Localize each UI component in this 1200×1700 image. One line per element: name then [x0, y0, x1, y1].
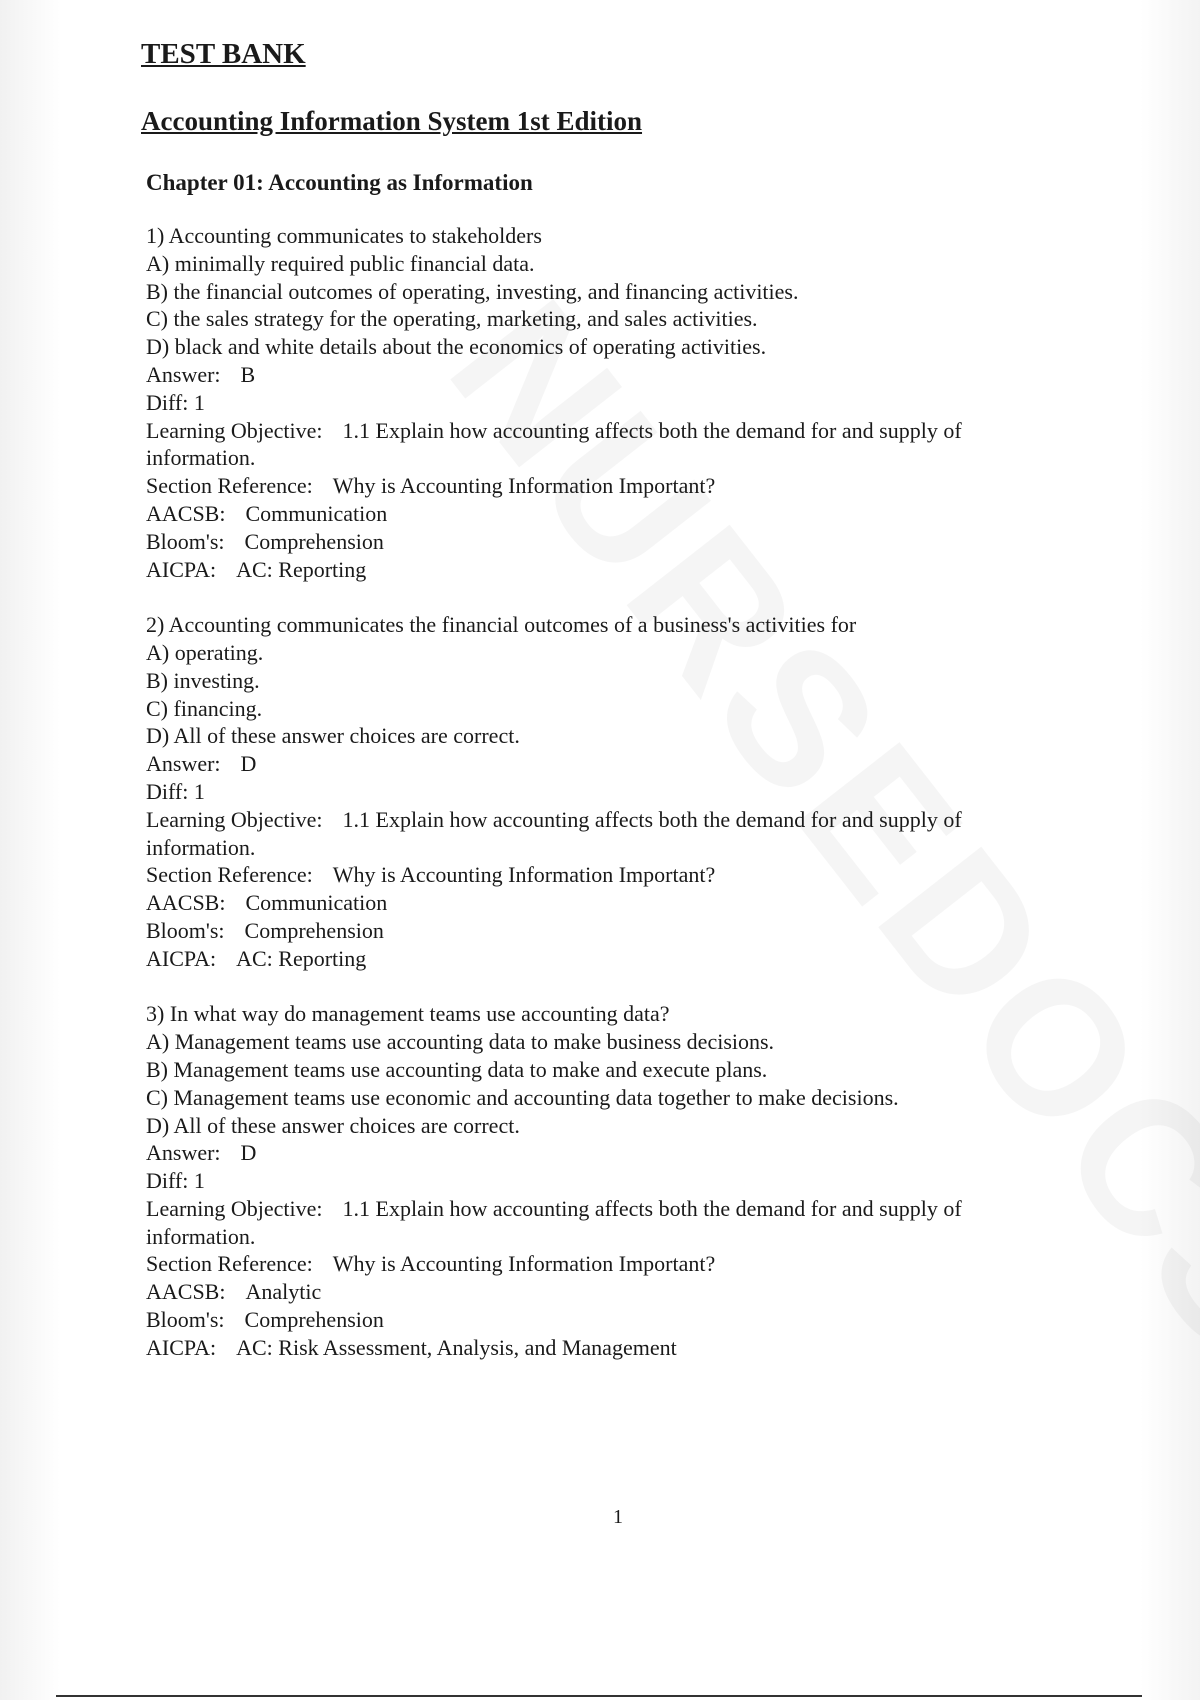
objective-row [146, 806, 1046, 862]
diff-value: 1 [193, 778, 205, 804]
blooms-value: Comprehension [244, 1307, 384, 1333]
option-d: D) All of these answer choices are correct. [146, 723, 520, 749]
page-number: 1 [613, 1506, 623, 1528]
blooms-value: Comprehension [244, 528, 384, 554]
diff-label: Diff: [146, 389, 189, 415]
section-row [146, 861, 1046, 889]
section-label: Section Reference: [146, 1251, 313, 1277]
section-value: Why is Accounting Information Important? [332, 1251, 716, 1277]
section-value: Why is Accounting Information Important? [332, 862, 716, 888]
objective-row [146, 417, 1046, 473]
diff-row [146, 389, 1046, 417]
aicpa-value: AC: Risk Assessment, Analysis, and Management [236, 1334, 677, 1360]
aacsb-row [146, 500, 1046, 528]
answer-row [146, 750, 1046, 778]
diff-row [146, 1167, 1046, 1195]
document-title: TEST BANK [141, 38, 306, 70]
diff-label: Diff: [146, 778, 189, 804]
blooms-value: Comprehension [244, 917, 384, 943]
question-stem: 3) In what way do management teams use accounting data? [146, 1001, 670, 1027]
section-row [146, 472, 1046, 500]
answer-label: Answer: [146, 361, 221, 387]
aacsb-row [146, 889, 1046, 917]
aicpa-row [146, 556, 1046, 584]
blooms-label: Bloom's: [146, 917, 225, 943]
option-c: C) Management teams use economic and accounting data together to make decisions. [146, 1084, 899, 1110]
diff-label: Diff: [146, 1168, 189, 1194]
answer-value: D [240, 751, 257, 777]
aacsb-value: Analytic [245, 1279, 322, 1305]
option-c: C) financing. [146, 695, 263, 721]
diff-row [146, 778, 1046, 806]
answer-value: D [240, 1140, 257, 1166]
option-b: B) Management teams use accounting data to make and execute plans. [146, 1056, 768, 1082]
chapter-title: Chapter 01: Accounting as Information [146, 170, 533, 195]
objective-label: Learning Objective: [146, 1195, 323, 1221]
option-a: A) Management teams use accounting data to make business decisions. [146, 1029, 775, 1055]
option-a: A) minimally required public financial data. [146, 250, 535, 276]
blooms-row [146, 917, 1046, 945]
diff-value: 1 [193, 389, 205, 415]
answer-label: Answer: [146, 751, 221, 777]
section-label: Section Reference: [146, 862, 313, 888]
option-d: D) All of these answer choices are correct. [146, 1112, 520, 1138]
aicpa-value: AC: Reporting [236, 556, 367, 582]
bottom-rule [56, 1695, 1142, 1697]
objective-value: 1.1 Explain how accounting affects both the demand for and supply of information. [146, 1195, 962, 1249]
answer-value: B [240, 361, 256, 387]
aacsb-label: AACSB: [146, 500, 226, 526]
option-b: B) investing. [146, 667, 260, 693]
question-2 [146, 611, 1046, 972]
aicpa-row [146, 945, 1046, 973]
book-title: Accounting Information System 1st Edition [141, 106, 643, 136]
question-list [146, 222, 1046, 1389]
aacsb-value: Communication [245, 500, 388, 526]
answer-label: Answer: [146, 1140, 221, 1166]
question-stem: 2) Accounting communicates the financial outcomes of a business's activities for [146, 612, 857, 638]
answer-row [146, 361, 1046, 389]
option-c: C) the sales strategy for the operating, marketing, and sales activities. [146, 306, 758, 332]
question-stem: 1) Accounting communicates to stakeholders [146, 223, 542, 248]
aacsb-row [146, 1278, 1046, 1306]
objective-row [146, 1195, 1046, 1251]
aicpa-label: AICPA: [146, 945, 217, 971]
blooms-label: Bloom's: [146, 1307, 225, 1333]
blooms-label: Bloom's: [146, 528, 225, 554]
blooms-row [146, 1306, 1046, 1334]
option-d: D) black and white details about the economics of operating activities. [146, 334, 767, 360]
objective-label: Learning Objective: [146, 417, 323, 443]
objective-label: Learning Objective: [146, 806, 323, 832]
section-row [146, 1250, 1046, 1278]
question-1 [146, 222, 1046, 583]
section-label: Section Reference: [146, 473, 313, 499]
aacsb-label: AACSB: [146, 890, 226, 916]
objective-value: 1.1 Explain how accounting affects both the demand for and supply of information. [146, 417, 962, 471]
option-a: A) operating. [146, 639, 264, 665]
question-3 [146, 1000, 1046, 1361]
answer-row [146, 1139, 1046, 1167]
diff-value: 1 [193, 1168, 205, 1194]
aicpa-row [146, 1334, 1046, 1362]
blooms-row [146, 528, 1046, 556]
option-b: B) the financial outcomes of operating, investing, and financing activities. [146, 278, 799, 304]
objective-value: 1.1 Explain how accounting affects both the demand for and supply of information. [146, 806, 962, 860]
aicpa-label: AICPA: [146, 556, 217, 582]
aacsb-value: Communication [245, 890, 388, 916]
aicpa-value: AC: Reporting [236, 945, 367, 971]
section-value: Why is Accounting Information Important? [332, 473, 716, 499]
aicpa-label: AICPA: [146, 1334, 217, 1360]
aacsb-label: AACSB: [146, 1279, 226, 1305]
